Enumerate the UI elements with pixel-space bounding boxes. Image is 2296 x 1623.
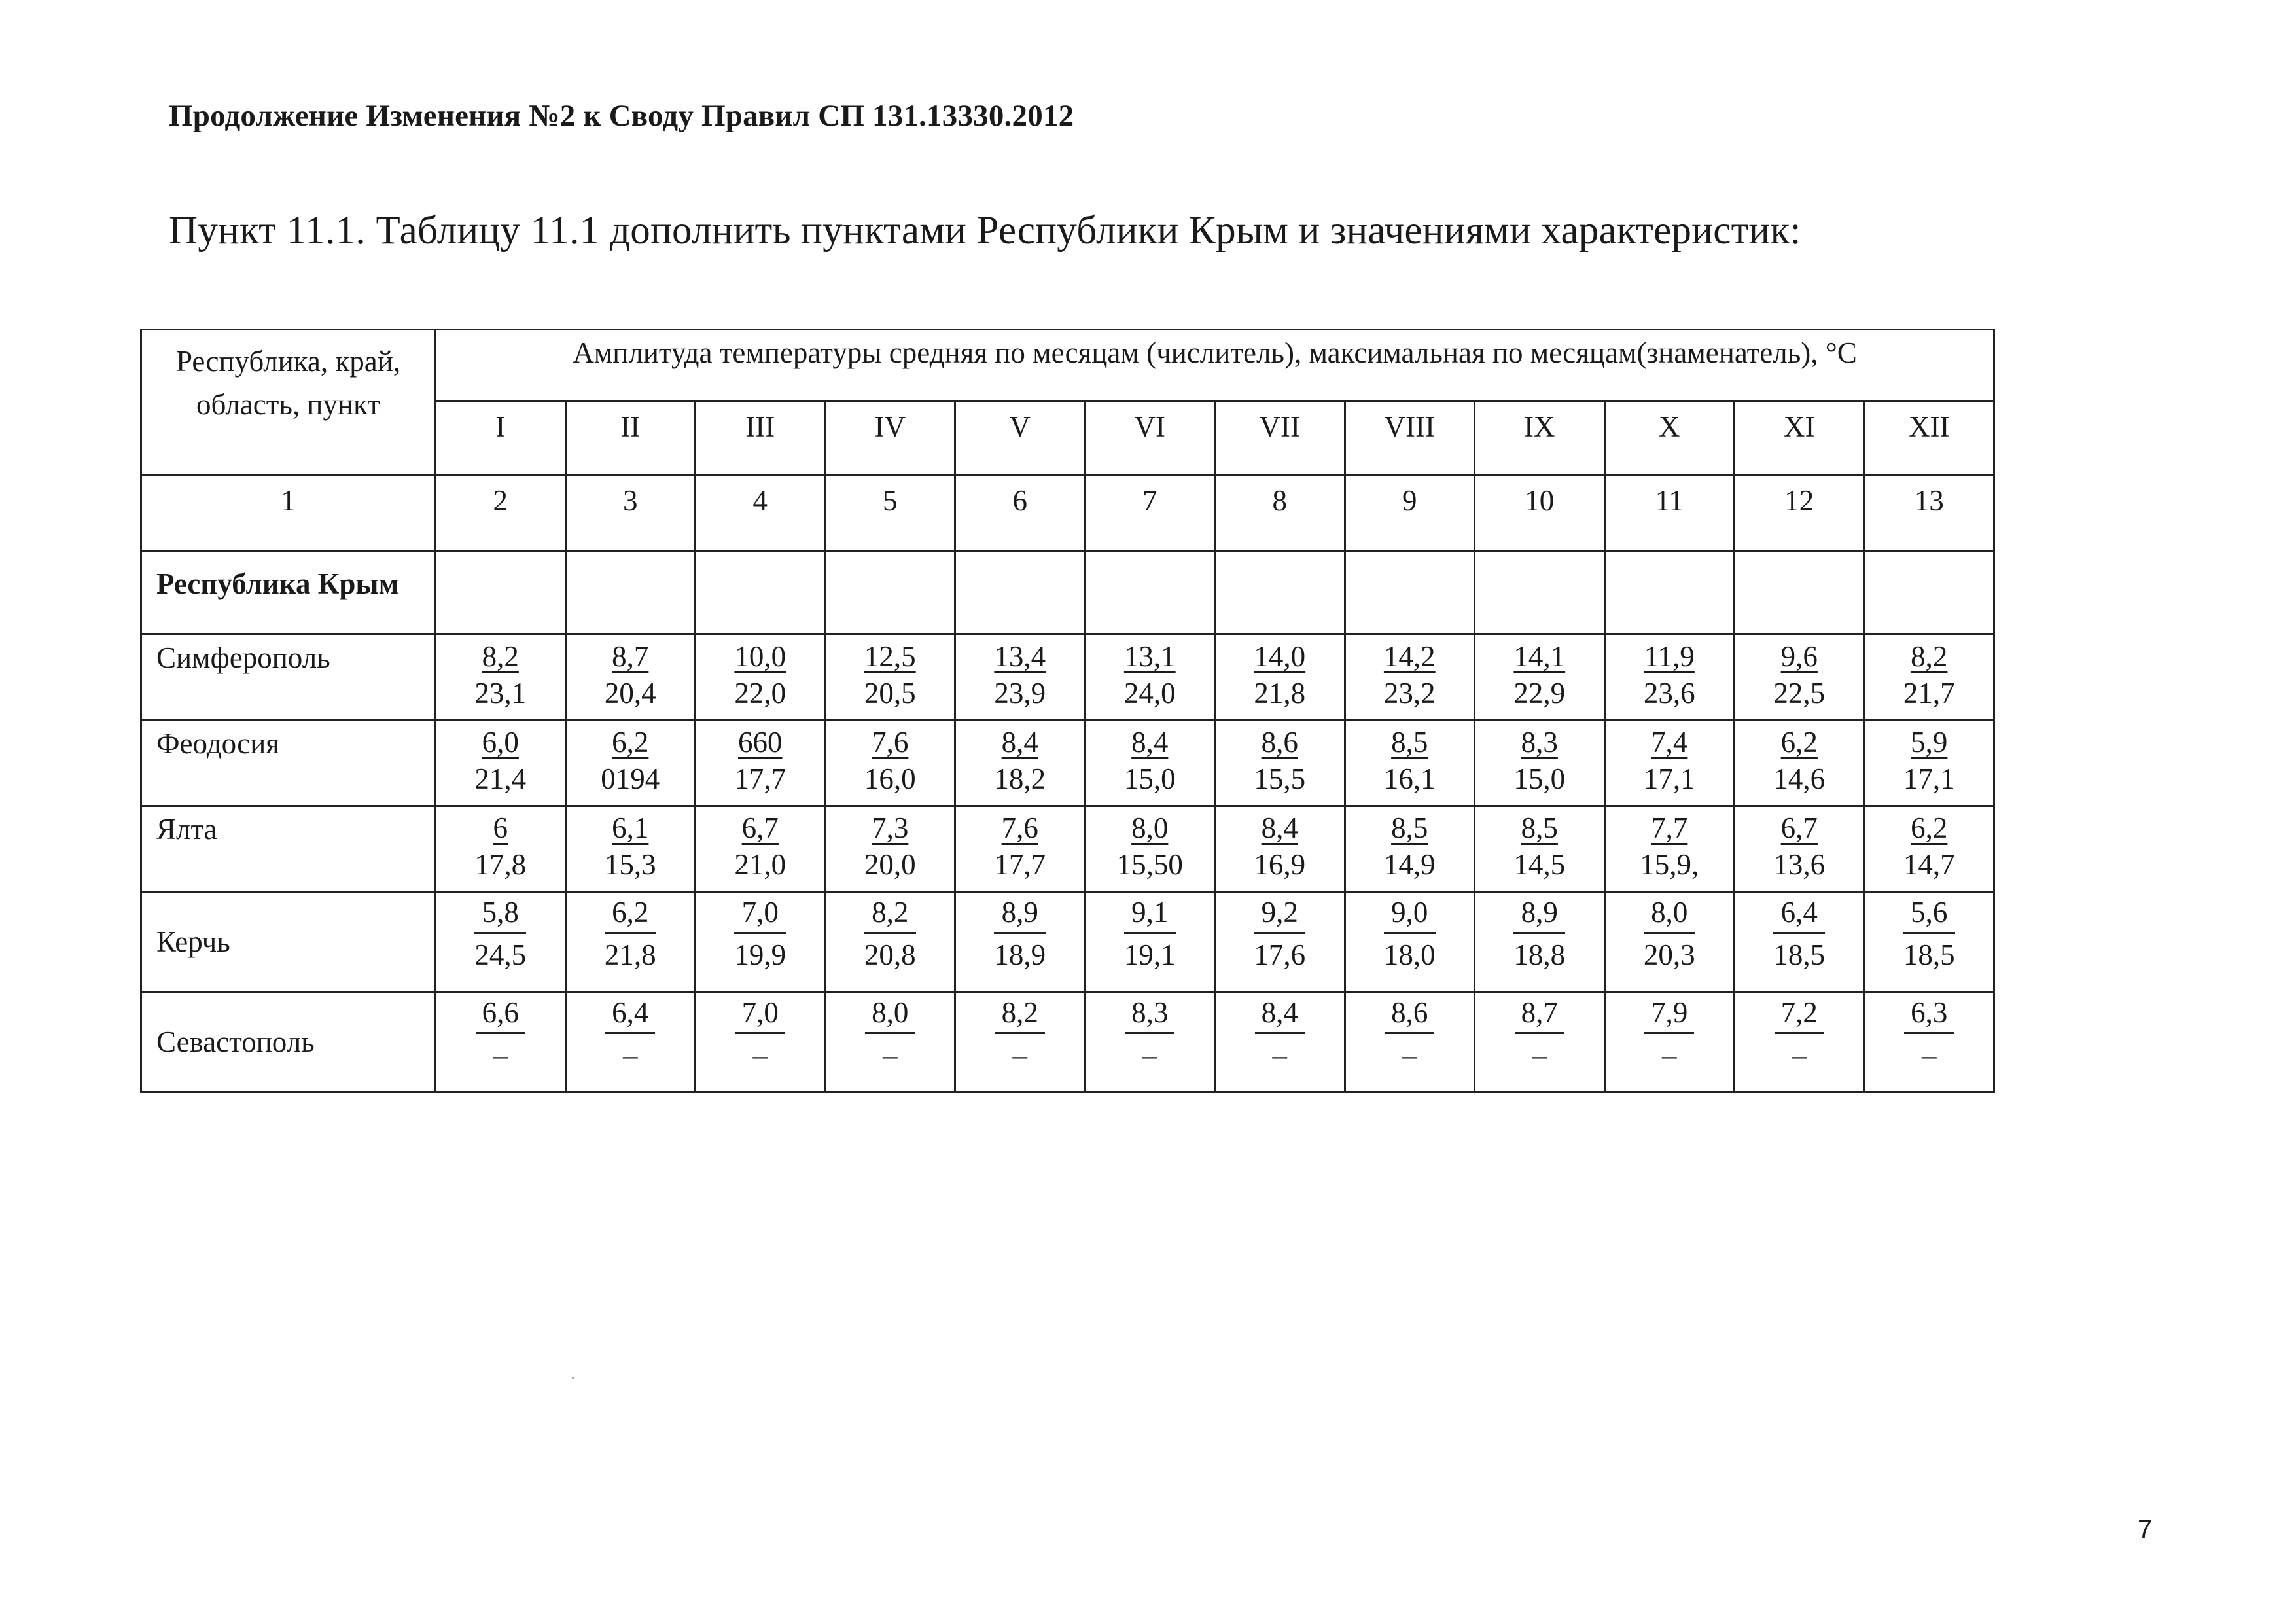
- max-amplitude: 20,0: [864, 848, 916, 881]
- fraction-value: [1644, 893, 1695, 973]
- mean-amplitude: 8,4: [1261, 812, 1298, 844]
- fraction-value: [1903, 721, 1955, 797]
- fraction-value: [476, 993, 525, 1073]
- max-amplitude: 20,5: [864, 677, 916, 709]
- max-amplitude: 15,50: [1116, 848, 1183, 881]
- fraction-value: [734, 807, 786, 883]
- value-cell: [1604, 892, 1735, 992]
- max-amplitude: –: [1662, 1039, 1677, 1071]
- fraction-value: [1124, 893, 1176, 973]
- value-cell: [1215, 892, 1345, 992]
- fraction-value: [864, 807, 916, 883]
- mean-amplitude: 6: [493, 812, 508, 844]
- value-cell: [436, 992, 566, 1092]
- city-name: Севастополь: [141, 992, 436, 1092]
- max-amplitude: 17,7: [994, 848, 1046, 881]
- month-header: II: [565, 401, 696, 475]
- mean-amplitude: 13,1: [1123, 640, 1176, 673]
- value-cell: [1604, 721, 1735, 806]
- fraction-value: [864, 893, 916, 973]
- max-amplitude: 17,1: [1643, 762, 1695, 795]
- mean-amplitude: 14,0: [1254, 640, 1306, 673]
- value-cell: [696, 806, 826, 892]
- value-cell: [1864, 992, 1994, 1092]
- fraction-value: [474, 807, 526, 883]
- fraction-value: [1513, 635, 1565, 711]
- max-amplitude: 14,5: [1513, 848, 1566, 881]
- column-number: 13: [1864, 475, 1994, 552]
- mean-amplitude: 8,5: [1521, 812, 1558, 844]
- scan-speck: [572, 1377, 574, 1379]
- city-row: [141, 721, 1994, 806]
- value-cell: [1604, 635, 1735, 721]
- fraction-value: [1125, 993, 1174, 1073]
- mean-amplitude: 8,7: [1515, 995, 1564, 1034]
- amplitude-header: Амплитуда температуры средняя по месяцам (числитель), максимальная по месяцам(знаменатель), °С: [436, 330, 1994, 401]
- column-number: 3: [565, 475, 696, 552]
- value-cell: [1475, 721, 1605, 806]
- month-header: IV: [825, 401, 955, 475]
- mean-amplitude: 6,7: [741, 812, 779, 844]
- value-cell: [1475, 892, 1605, 992]
- fraction-value: [1117, 807, 1183, 883]
- fraction-value: [734, 721, 786, 797]
- month-header: V: [955, 401, 1086, 475]
- value-cell: [825, 892, 955, 992]
- fraction-value: [735, 993, 785, 1073]
- value-cell: [1345, 806, 1475, 892]
- max-amplitude: –: [1272, 1039, 1287, 1071]
- value-cell: [1085, 806, 1215, 892]
- column-number: 7: [1085, 475, 1215, 552]
- fraction-value: [994, 721, 1046, 797]
- max-amplitude: –: [1532, 1039, 1547, 1071]
- empty-cell: [1735, 552, 1865, 635]
- value-cell: [436, 721, 566, 806]
- max-amplitude: 15,0: [1513, 762, 1566, 795]
- value-cell: [1475, 635, 1605, 721]
- fraction-value: [864, 635, 916, 711]
- mean-amplitude: 8,2: [482, 640, 519, 673]
- city-name: Симферополь: [141, 635, 436, 721]
- max-amplitude: 15,5: [1254, 762, 1306, 795]
- document-title: Продолжение Изменения №2 к Своду Правил СП 131.13330.2012: [169, 99, 1074, 133]
- fraction-value: [1644, 721, 1695, 797]
- empty-cell: [1864, 552, 1994, 635]
- max-amplitude: 23,6: [1643, 677, 1695, 709]
- value-cell: [825, 721, 955, 806]
- empty-cell: [1345, 552, 1475, 635]
- mean-amplitude: 7,3: [872, 812, 909, 844]
- column-number: 5: [825, 475, 955, 552]
- value-cell: [436, 635, 566, 721]
- value-cell: [1864, 721, 1994, 806]
- value-cell: [1345, 892, 1475, 992]
- fraction-value: [1513, 721, 1565, 797]
- max-amplitude: 22,5: [1773, 677, 1826, 709]
- month-header: I: [436, 401, 566, 475]
- column-number: 8: [1215, 475, 1345, 552]
- value-cell: [955, 721, 1086, 806]
- max-amplitude: 18,5: [1773, 938, 1826, 971]
- column-number: 9: [1345, 475, 1475, 552]
- max-amplitude: 13,6: [1773, 848, 1826, 881]
- fraction-value: [474, 635, 526, 711]
- max-amplitude: 18,8: [1513, 938, 1566, 971]
- mean-amplitude: 13,4: [994, 640, 1046, 673]
- fraction-value: [994, 635, 1046, 711]
- mean-amplitude: 6,2: [1911, 812, 1948, 844]
- mean-amplitude: 6,0: [482, 726, 519, 758]
- mean-amplitude: 7,6: [1001, 812, 1038, 844]
- max-amplitude: 16,9: [1254, 848, 1306, 881]
- max-amplitude: 18,2: [994, 762, 1046, 795]
- value-cell: [565, 992, 696, 1092]
- mean-amplitude: 6,2: [605, 895, 656, 934]
- max-amplitude: 20,3: [1643, 938, 1695, 971]
- max-amplitude: 20,8: [864, 938, 916, 971]
- fraction-value: [994, 807, 1046, 883]
- value-cell: [1735, 806, 1865, 892]
- month-header: III: [696, 401, 826, 475]
- fraction-value: [1775, 993, 1824, 1073]
- max-amplitude: 23,9: [994, 677, 1046, 709]
- max-amplitude: –: [1142, 1039, 1157, 1071]
- fraction-value: [605, 993, 655, 1073]
- mean-amplitude: 6,2: [1780, 726, 1818, 758]
- max-amplitude: 14,9: [1383, 848, 1436, 881]
- fraction-value: [1384, 893, 1436, 973]
- fraction-value: [1773, 721, 1825, 797]
- mean-amplitude: 8,7: [612, 640, 649, 673]
- mean-amplitude: 9,1: [1124, 895, 1176, 934]
- empty-cell: [1604, 552, 1735, 635]
- max-amplitude: 23,1: [474, 677, 527, 709]
- mean-amplitude: 8,0: [1131, 812, 1169, 844]
- max-amplitude: 18,9: [994, 938, 1046, 971]
- city-row: [141, 635, 1994, 721]
- mean-amplitude: 7,7: [1651, 812, 1688, 844]
- mean-amplitude: 5,8: [474, 895, 526, 934]
- column-number: 12: [1735, 475, 1865, 552]
- month-header: VII: [1215, 401, 1345, 475]
- max-amplitude: 22,9: [1513, 677, 1566, 709]
- value-cell: [1604, 806, 1735, 892]
- max-amplitude: 15,3: [604, 848, 656, 881]
- month-header: XI: [1735, 401, 1865, 475]
- fraction-value: [1903, 635, 1955, 711]
- column-number: 4: [696, 475, 826, 552]
- fraction-value: [1644, 993, 1694, 1073]
- mean-amplitude: 9,6: [1780, 640, 1818, 673]
- mean-amplitude: 6,2: [612, 726, 649, 758]
- value-cell: [565, 892, 696, 992]
- mean-amplitude: 5,6: [1903, 895, 1955, 934]
- fraction-value: [605, 893, 656, 973]
- mean-amplitude: 7,6: [872, 726, 909, 758]
- mean-amplitude: 8,2: [995, 995, 1045, 1034]
- fraction-value: [995, 993, 1045, 1073]
- max-amplitude: 20,4: [604, 677, 656, 709]
- max-amplitude: 17,6: [1254, 938, 1306, 971]
- month-header: X: [1604, 401, 1735, 475]
- value-cell: [955, 806, 1086, 892]
- column-number: 10: [1475, 475, 1605, 552]
- fraction-value: [605, 635, 656, 711]
- mean-amplitude: 8,3: [1125, 995, 1174, 1034]
- city-row: [141, 892, 1994, 992]
- month-header: IX: [1475, 401, 1605, 475]
- empty-cell: [1215, 552, 1345, 635]
- mean-amplitude: 8,0: [865, 995, 915, 1034]
- intro-paragraph: Пункт 11.1. Таблицу 11.1 дополнить пунктами Республики Крым и значениями характеристик:: [169, 209, 1801, 253]
- value-cell: [1735, 892, 1865, 992]
- value-cell: [696, 992, 826, 1092]
- mean-amplitude: 8,9: [994, 895, 1046, 934]
- mean-amplitude: 12,5: [864, 640, 916, 673]
- fraction-value: [1254, 893, 1305, 973]
- column-numbers-row: [141, 475, 1994, 552]
- max-amplitude: –: [1922, 1039, 1937, 1071]
- mean-amplitude: 7,0: [734, 895, 786, 934]
- mean-amplitude: 8,3: [1521, 726, 1558, 758]
- mean-amplitude: 5,9: [1911, 726, 1948, 758]
- max-amplitude: 23,2: [1383, 677, 1436, 709]
- fraction-value: [1513, 807, 1565, 883]
- mean-amplitude: 7,0: [735, 995, 785, 1034]
- city-name: Ялта: [141, 806, 436, 892]
- max-amplitude: 19,9: [734, 938, 786, 971]
- column-number: 2: [436, 475, 566, 552]
- max-amplitude: –: [883, 1039, 898, 1071]
- mean-amplitude: 14,1: [1513, 640, 1566, 673]
- empty-cell: [955, 552, 1086, 635]
- value-cell: [955, 635, 1086, 721]
- max-amplitude: 21,8: [1254, 677, 1306, 709]
- month-header: VI: [1085, 401, 1215, 475]
- fraction-value: [1903, 893, 1955, 973]
- value-cell: [1604, 992, 1735, 1092]
- value-cell: [1085, 721, 1215, 806]
- mean-amplitude: 6,4: [605, 995, 655, 1034]
- value-cell: [1215, 806, 1345, 892]
- mean-amplitude: 8,6: [1385, 995, 1434, 1034]
- mean-amplitude: 6,6: [476, 995, 525, 1034]
- mean-amplitude: 7,2: [1775, 995, 1824, 1034]
- mean-amplitude: 8,5: [1391, 812, 1428, 844]
- value-cell: [565, 721, 696, 806]
- empty-cell: [1085, 552, 1215, 635]
- mean-amplitude: 8,0: [1644, 895, 1695, 934]
- mean-amplitude: 8,6: [1261, 726, 1298, 758]
- page-number: 7: [2138, 1515, 2153, 1544]
- max-amplitude: 0194: [601, 762, 660, 795]
- value-cell: [436, 892, 566, 992]
- value-cell: [1215, 992, 1345, 1092]
- value-cell: [1475, 806, 1605, 892]
- fraction-value: [1640, 807, 1699, 883]
- value-cell: [1345, 721, 1475, 806]
- fraction-value: [1254, 807, 1305, 883]
- max-amplitude: –: [1792, 1039, 1807, 1071]
- value-cell: [1735, 721, 1865, 806]
- city-name: Керчь: [141, 892, 436, 992]
- mean-amplitude: 660: [738, 726, 783, 758]
- fraction-value: [1255, 993, 1305, 1073]
- fraction-value: [1513, 893, 1565, 973]
- value-cell: [696, 721, 826, 806]
- republic-row: [141, 552, 1994, 635]
- fraction-value: [1384, 635, 1436, 711]
- value-cell: [1864, 806, 1994, 892]
- city-name: Феодосия: [141, 721, 436, 806]
- value-cell: [696, 635, 826, 721]
- value-cell: [1215, 721, 1345, 806]
- max-amplitude: 15,9,: [1640, 848, 1699, 881]
- mean-amplitude: 6,4: [1773, 895, 1825, 934]
- fraction-value: [865, 993, 915, 1073]
- max-amplitude: 16,0: [864, 762, 916, 795]
- mean-amplitude: 14,2: [1383, 640, 1436, 673]
- max-amplitude: 16,1: [1383, 762, 1436, 795]
- fraction-value: [1644, 635, 1695, 711]
- fraction-value: [1384, 807, 1436, 883]
- fraction-value: [1515, 993, 1564, 1073]
- fraction-value: [605, 807, 656, 883]
- mean-amplitude: 11,9: [1644, 640, 1695, 673]
- max-amplitude: 21,7: [1903, 677, 1955, 709]
- temperature-amplitude-table: [140, 329, 1995, 1093]
- fraction-value: [1904, 993, 1954, 1073]
- max-amplitude: 22,0: [734, 677, 786, 709]
- max-amplitude: 21,4: [474, 762, 527, 795]
- max-amplitude: 17,7: [734, 762, 786, 795]
- empty-cell: [825, 552, 955, 635]
- max-amplitude: 24,0: [1123, 677, 1176, 709]
- value-cell: [1085, 892, 1215, 992]
- max-amplitude: –: [1012, 1039, 1027, 1071]
- mean-amplitude: 7,4: [1651, 726, 1688, 758]
- value-cell: [1085, 635, 1215, 721]
- value-cell: [1085, 992, 1215, 1092]
- value-cell: [1864, 892, 1994, 992]
- max-amplitude: 18,0: [1383, 938, 1436, 971]
- empty-cell: [565, 552, 696, 635]
- value-cell: [565, 635, 696, 721]
- value-cell: [825, 806, 955, 892]
- mean-amplitude: 8,5: [1391, 726, 1428, 758]
- fraction-value: [1773, 807, 1825, 883]
- value-cell: [1735, 635, 1865, 721]
- fraction-value: [1773, 635, 1825, 711]
- max-amplitude: 14,6: [1773, 762, 1826, 795]
- city-row: [141, 992, 1994, 1092]
- fraction-value: [1124, 635, 1176, 711]
- max-amplitude: 21,8: [604, 938, 656, 971]
- value-cell: [825, 992, 955, 1092]
- value-cell: [1345, 992, 1475, 1092]
- max-amplitude: –: [1402, 1039, 1417, 1071]
- value-cell: [565, 806, 696, 892]
- fraction-value: [734, 635, 786, 711]
- value-cell: [1475, 992, 1605, 1092]
- value-cell: [955, 992, 1086, 1092]
- mean-amplitude: 9,2: [1254, 895, 1305, 934]
- republic-label: Республика Крым: [141, 552, 436, 635]
- fraction-value: [734, 893, 786, 973]
- fraction-value: [474, 893, 526, 973]
- mean-amplitude: 6,1: [612, 812, 649, 844]
- fraction-value: [1385, 993, 1434, 1073]
- max-amplitude: –: [623, 1039, 638, 1071]
- value-cell: [1215, 635, 1345, 721]
- max-amplitude: 17,8: [474, 848, 527, 881]
- empty-cell: [696, 552, 826, 635]
- fraction-value: [1124, 721, 1176, 797]
- month-header: VIII: [1345, 401, 1475, 475]
- value-cell: [436, 806, 566, 892]
- value-cell: [1864, 635, 1994, 721]
- fraction-value: [1903, 807, 1955, 883]
- fraction-value: [1384, 721, 1436, 797]
- max-amplitude: 17,1: [1903, 762, 1955, 795]
- max-amplitude: 18,5: [1903, 938, 1955, 971]
- city-row: [141, 806, 1994, 892]
- max-amplitude: 24,5: [474, 938, 527, 971]
- fraction-value: [1254, 721, 1305, 797]
- empty-cell: [436, 552, 566, 635]
- max-amplitude: –: [493, 1039, 508, 1071]
- fraction-value: [994, 893, 1046, 973]
- mean-amplitude: 8,4: [1255, 995, 1305, 1034]
- value-cell: [1735, 992, 1865, 1092]
- max-amplitude: 19,1: [1123, 938, 1176, 971]
- value-cell: [825, 635, 955, 721]
- fraction-value: [1773, 893, 1825, 973]
- value-cell: [1345, 635, 1475, 721]
- max-amplitude: 14,7: [1903, 848, 1955, 881]
- mean-amplitude: 7,9: [1644, 995, 1694, 1034]
- max-amplitude: –: [752, 1039, 768, 1071]
- max-amplitude: 15,0: [1123, 762, 1176, 795]
- column-number: 6: [955, 475, 1086, 552]
- mean-amplitude: 8,9: [1513, 895, 1565, 934]
- fraction-value: [1254, 635, 1305, 711]
- mean-amplitude: 6,7: [1780, 812, 1818, 844]
- column-number: 1: [141, 475, 436, 552]
- fraction-value: [601, 721, 660, 797]
- mean-amplitude: 9,0: [1384, 895, 1436, 934]
- mean-amplitude: 8,2: [1911, 640, 1948, 673]
- value-cell: [696, 892, 826, 992]
- empty-cell: [1475, 552, 1605, 635]
- region-column-header: Республика, край, область, пункт: [141, 330, 436, 475]
- mean-amplitude: 8,4: [1001, 726, 1038, 758]
- column-number: 11: [1604, 475, 1735, 552]
- mean-amplitude: 10,0: [734, 640, 786, 673]
- value-cell: [955, 892, 1086, 992]
- mean-amplitude: 8,2: [864, 895, 916, 934]
- fraction-value: [864, 721, 916, 797]
- month-header: XII: [1864, 401, 1994, 475]
- mean-amplitude: 6,3: [1904, 995, 1954, 1034]
- max-amplitude: 21,0: [734, 848, 786, 881]
- fraction-value: [474, 721, 526, 797]
- mean-amplitude: 8,4: [1131, 726, 1169, 758]
